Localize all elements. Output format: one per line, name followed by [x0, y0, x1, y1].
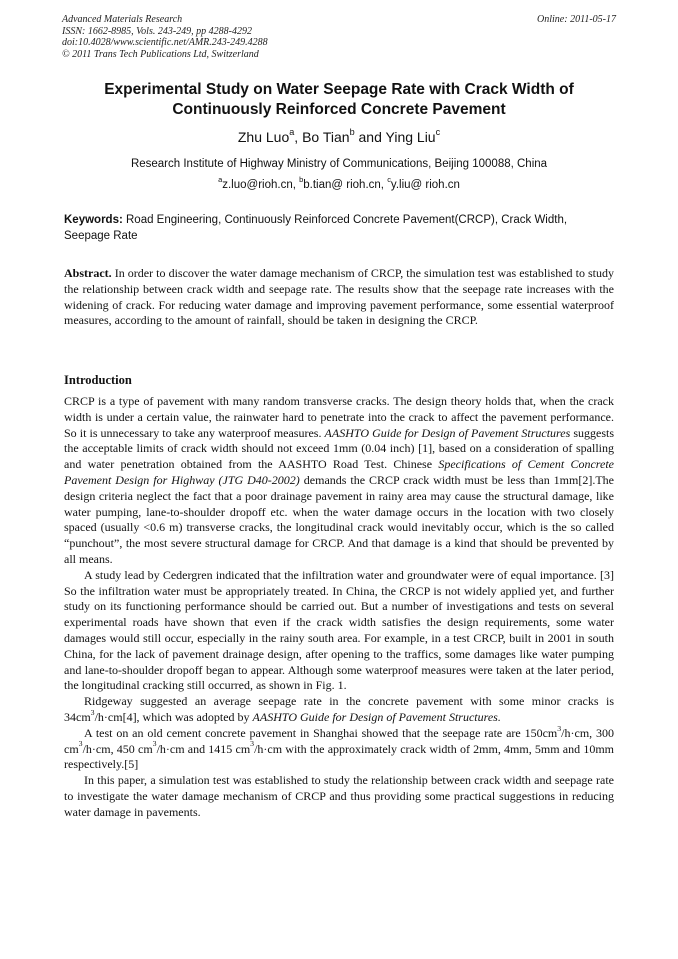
email-list [62, 175, 616, 193]
online-date: Online: 2011-05-17 [537, 14, 616, 25]
author-1: Zhu Luo [237, 129, 290, 145]
paragraph-1: CRCP is a type of pavement with many random transverse cracks. The design theory holds that, when the crack width is under a certain value, the rainwater hard to penetrate into the crack to affect the pavement performance. So it is unnecessary to take any waterproof measures. AASHTO Guide for Design of Pavement Structures suggests the acceptable limits of crack width should not exceed 1mm (0.04 inch) [1], based on a consideration of spalling and water penetration obtained from the AASHTO Road Test. Chinese Specifications of Cement Concrete Pavement Design for Highway (JTG D40-2002) demands the CRCP crack width must be less than 1mm[2].The design criteria neglect the fact that a poor drainage pavement in rainy area may cause the structural damage, like water pumping, lane-to-shoulder dropoff etc. when the water damage occurs in the location with two closely spaced (usually <0.6 m) transverse cracks, the longitudinal crack would inevitably occur, which is the so called “punchout”, the most severe structural damage for CRCP. And that damage is a kind that should be prevented by all means. [64, 394, 615, 566]
keywords-block [64, 212, 614, 244]
paragraph-3: Ridgeway suggested an average seepage rate in the concrete pavement with some minor cracks is $34cm^3/h\cdot cm[4]$, which was adopted by AASHTO Guide for Design of Pavement Structures. [64, 694, 614, 724]
author-3-mark: c [435, 126, 441, 137]
issn-line: ISSN: 1662-8985, Vols. 243-249, pp 4288-4292 [62, 25, 252, 37]
paragraph-4: A test on an old cement concrete pavement in Shanghai showed that the seepage rate are $150cm^3/h\cdot cm$, 300 $cm^3/h\cdot cm$, 450 $cm^3/h\cdot cm$ and 1415 $cm^3/h\cdot cm$ with the approximately crack width of 2mm, 4mm, 5mm and 10mm respectively.[5] [64, 723, 614, 772]
email-3: y.liu@ rioh.cn [390, 179, 460, 191]
abstract-label: Abstract. [64, 266, 112, 280]
email-1: z.luo@rioh.cn [222, 179, 293, 191]
author-1-mark: a [289, 126, 295, 137]
email-1-mark: a [218, 175, 223, 185]
paragraph-2: A study lead by Cedergren indicated that the infiltration water and groundwater were of equal importance. [3] So the infiltration water must be appropriately treated. In China, the CRCP is not widely applied yet, and further study on its functioning performance should be carried out. But a number of investigations and tests on several experimental roads have shown that even if the crack width satisfies the design requirements, some water damages would still occur, especially in the rainy south area. For example, in a test CRCP, built in 2001 in south China, for the lack of pavement drainage design, after opening to the traffics, some damages like water pumping and lane-to-shoulder dropoff began to appear. Although some waterproof measures were taken at the later period, the longitudinal cracking still occurred, as shown in Fig. 1. [64, 567, 614, 693]
introduction-body [64, 394, 614, 821]
keywords-label: Keywords: [64, 214, 123, 226]
copyright-line: © 2011 Trans Tech Publications Ltd, Switzerland [62, 48, 259, 60]
email-2-mark: b [299, 175, 304, 185]
email-3-mark: c [387, 175, 391, 185]
email-separator: , [380, 179, 388, 191]
section-heading-introduction: Introduction [64, 373, 132, 387]
journal-header [62, 14, 616, 60]
doi-line: doi:10.4028/www.scientific.net/AMR.243-249.4288 [62, 37, 268, 48]
author-3: Ying Liu [385, 129, 436, 145]
journal-name: Advanced Materials Research [62, 14, 183, 25]
author-2: Bo Tian [302, 129, 350, 145]
email-2: b.tian@ rioh.cn [303, 179, 381, 191]
author-list [62, 128, 616, 146]
email-separator: , [292, 179, 300, 191]
author-separator: , [294, 129, 303, 145]
paper-title [62, 80, 616, 120]
keywords-text: Road Engineering, Continuously Reinforced Concrete Pavement(CRCP), Crack Width, Seepage Rate [64, 214, 568, 242]
title-line-2: Continuously Reinforced Concrete Pavement [172, 101, 506, 118]
abstract-block [64, 266, 614, 329]
author-2-mark: b [349, 126, 355, 137]
author-separator: and [354, 129, 386, 145]
paragraph-5: In this paper, a simulation test was established to study the relationship between crack width and seepage rate to investigate the water damage mechanism of CRCP and thus providing some practical suggestions in reducing water damage in pavements. [64, 773, 614, 819]
abstract-text: In order to discover the water damage mechanism of CRCP, the simulation test was established to study the relationship between crack width and seepage rate. The results show that the seepage rate increases with the widening of crack. For reducing water damage and improving pavement performance, some essential waterproof measures, according to the amount of rainfall, should be taken in designing the CRCP. [64, 266, 615, 328]
affiliation: Research Institute of Highway Ministry of Communications, Beijing 100088, China [130, 158, 548, 170]
title-line-1: Experimental Study on Water Seepage Rate with Crack Width of [104, 81, 574, 98]
